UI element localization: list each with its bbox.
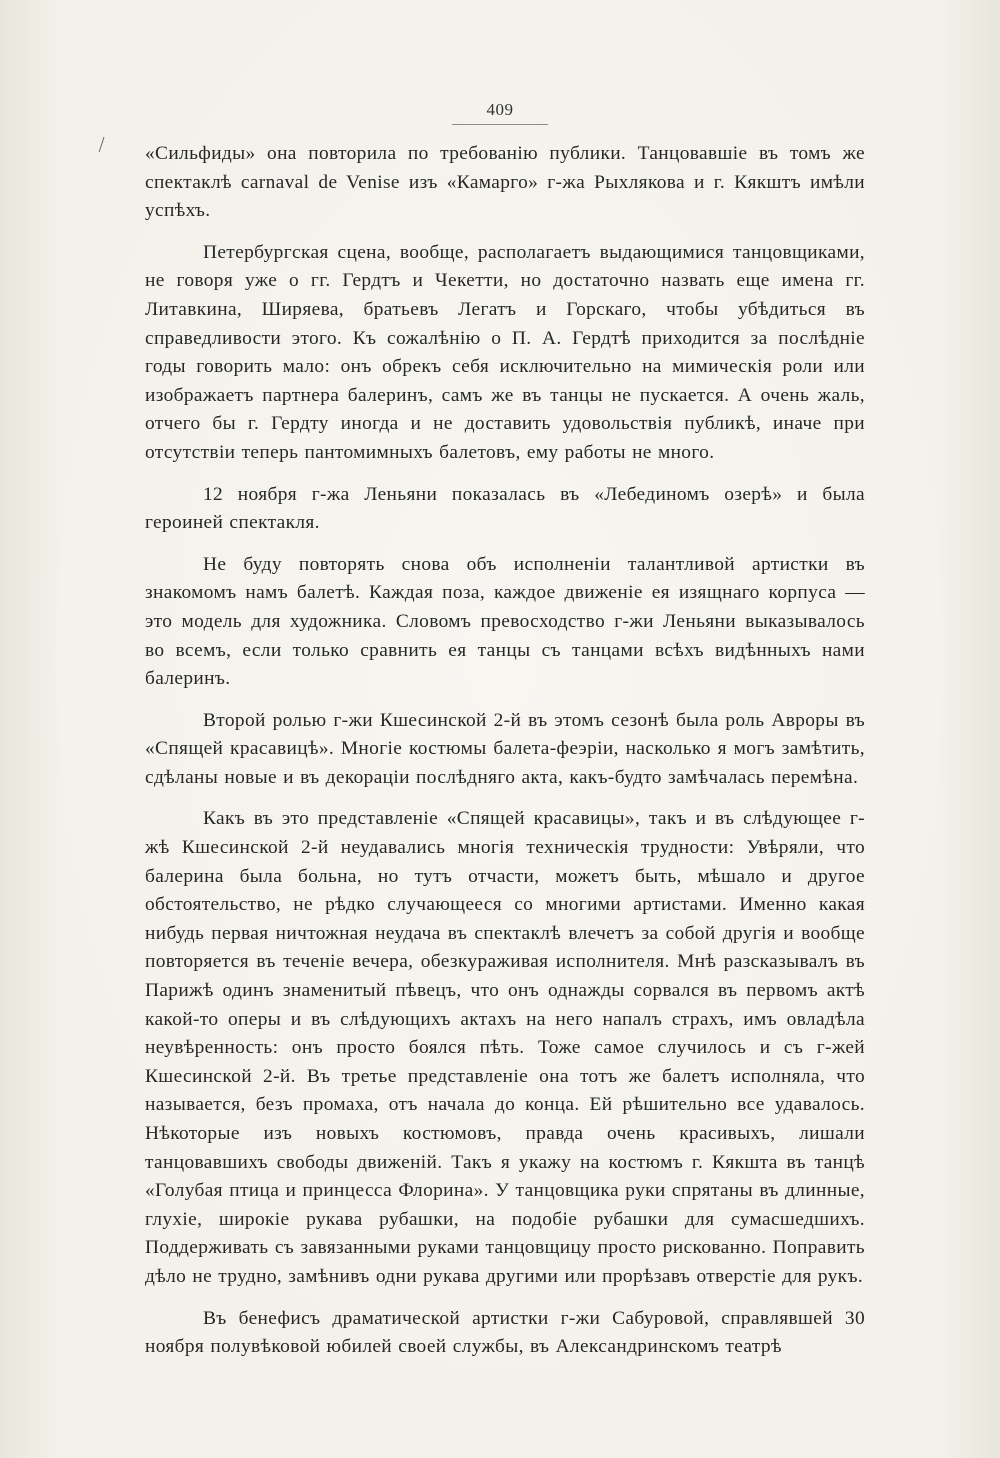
paragraph-saburova-benefit: Въ бенефисъ драматической артистки г-жи Сабуровой, справлявшей 30 ноября полувѣковой юбилей своей службы, въ Александринскомъ театрѣ	[145, 1307, 865, 1358]
paragraph-legnani-swan-lake: 12 ноября г-жа Леньяни показалась въ «Лебединомъ озерѣ» и была героиней спектакля.	[145, 483, 865, 534]
paragraph-legnani-praise: Не буду повторять снова объ исполненіи талантливой артистки въ знакомомъ намъ балетѣ. Каждая поза, каждое движеніе ея изящнаго корпуса — это модель для художника. Словомъ превосходство г-жи Леньяни выказывалось во всемъ, если только сравнить ея танцы съ танцами всѣхъ видѣнныхъ нами балеринъ.	[145, 553, 865, 690]
page-number-rule	[452, 124, 548, 125]
paragraph-continuation: «Сильфиды» она повторила по требованію публики. Танцовавшіе въ томъ же спектаклѣ carnaval de Venise изъ «Камарго» г-жа Рыхлякова и г. Кякштъ имѣли успѣхъ.	[145, 143, 865, 222]
paragraph-petersburg-dancers: Петербургская сцена, вообще, располагаетъ выдающимися танцовщиками, не говоря уже о гг. Гердтъ и Чекетти, но достаточно назвать еще имена гг. Литавкина, Ширяева, братьевъ Легатъ и Горскаго, чтобы убѣдиться въ справедливости этого. Къ сожалѣнію о П. А. Гердтѣ приходится за послѣдніе годы говорить мало: онъ обрекъ себя исключительно на мимическія роли или изображаетъ партнера балеринъ, самъ же въ танцы не пускается. А очень жаль, отчего бы г. Гердту иногда и не доставить удовольствія публикѣ, иначе при отсутствіи теперь пантомимныхъ балетовъ, ему работы не много.	[145, 241, 865, 463]
paragraph-technical-difficulties: Какъ въ это представленіе «Спящей красавицы», такъ и въ слѣдующее г-жѣ Кшесинской 2-й неудавались многія техническія трудности: Увѣряли, что балерина была больна, но тутъ отчасти, можетъ быть, мѣшало и другое обстоятельство, не рѣдко случающееся со многими артистами. Именно какая нибудь первая ничтожная неудача въ спектаклѣ влечетъ за собой другія и вообще повторяется въ теченіе вечера, обезкураживая исполнителя. Мнѣ разсказывалъ въ Парижѣ одинъ знаменитый пѣвецъ, что онъ однажды сорвался въ первомъ актѣ какой-то оперы и въ слѣдующихъ актахъ на него напалъ страхъ, имъ овладѣла неувѣренность: онъ просто боялся пѣть. Тоже самое случилось и съ г-жей Кшесинской 2-й. Въ третье представленіе она тотъ же балетъ исполняла, что называется, безъ промаха, отъ начала до конца. Ей рѣшительно все удавалось. Нѣкоторые изъ новыхъ костюмовъ, правда очень красивыхъ, лишали танцовавшихъ свободы движеній. Такъ я укажу на костюмъ г. Кякшта въ танцѣ «Голубая птица и принцесса Флорина». У танцовщика руки спрятаны въ длинные, глухіе, широкіе рукава рубашки, на подобіе рубашки для сумасшедшихъ. Поддерживать съ завязанными руками танцовщицу просто рискованно. Поправить дѣло не трудно, замѣнивъ одни рукава другими или прорѣзавъ отверстіе для рукъ.	[145, 808, 865, 1287]
margin-pencil-mark	[99, 137, 108, 153]
page-number: 409	[486, 100, 514, 119]
body-text	[145, 140, 865, 1375]
paragraph-kschessinska-aurora: Второй ролью г-жи Кшесинской 2-й въ этомъ сезонѣ была роль Авроры въ «Спящей красавицѣ». Многіе костюмы балета-феэріи, насколько я могъ замѣтить, сдѣланы новые и въ декораціи послѣдняго акта, какъ-будто замѣчалась перемѣна.	[145, 709, 865, 788]
